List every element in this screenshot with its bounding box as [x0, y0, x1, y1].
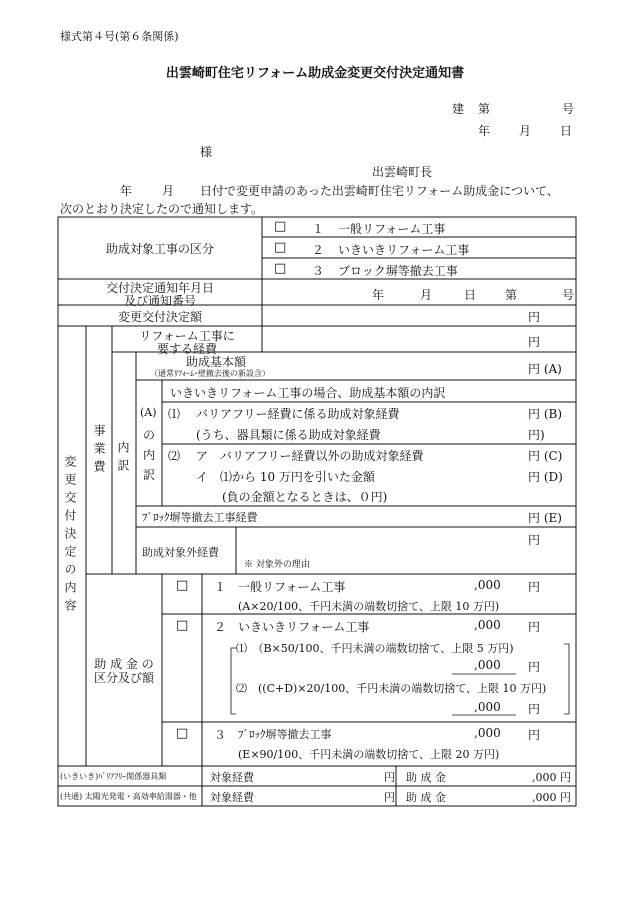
bottom-row1-grant: 助 成 金: [406, 771, 446, 784]
a-wake: 訳: [143, 468, 156, 482]
checkbox-block[interactable]: □: [274, 261, 287, 276]
grant-opt2-amount: ,000: [474, 618, 501, 632]
section1-item2-text: いきいきリフォーム工事: [338, 243, 470, 257]
ikiiki-row2-text: (うち、器具類に係る助成対象経費: [196, 428, 381, 442]
uchiwake-vertical-label: 内訳: [116, 441, 130, 477]
section1-label: 助成対象工事の区分: [105, 242, 214, 256]
notice-month: 月: [420, 288, 433, 302]
block-cost-unit: 円 (E): [528, 511, 562, 525]
ref-year: 年: [478, 124, 491, 138]
grant-opt2-sub1-amount: ,000: [474, 658, 501, 672]
grant-opt1-name: 一般リフォーム工事: [238, 580, 346, 594]
grant-label1: 助 成 金 の: [94, 657, 154, 671]
reform-cost-label2: 要する経費: [156, 342, 217, 356]
grant-opt3-num: ３: [214, 728, 227, 742]
jigyohi-vertical-label: 事業費: [92, 424, 106, 478]
grant-opt2-unit: 円: [528, 620, 541, 634]
grant-opt2-sub1-unit: 円: [528, 660, 541, 674]
grant-checkbox-general[interactable]: □: [176, 578, 189, 593]
checkbox-ikiiki[interactable]: □: [274, 240, 287, 255]
bottom-row1-unit: 円: [384, 771, 395, 784]
section1-item3-num: ３: [312, 264, 325, 278]
bottom-row1-target: 対象経費: [210, 771, 254, 784]
grant-opt2-num: ２: [214, 620, 227, 634]
grant-opt1-unit: 円: [528, 580, 541, 594]
grant-opt1-num: １: [214, 580, 227, 594]
bottom-row2-unit: 円: [384, 791, 395, 804]
ref-dai: 第: [478, 102, 491, 116]
bottom-row1-label: (いきいき)ﾊﾞﾘｱﾌﾘｰ関係器具類: [60, 772, 167, 781]
reform-cost-unit: 円: [528, 335, 541, 349]
a-label: (A): [140, 406, 157, 419]
notice-year: 年: [372, 288, 385, 302]
bottom-row2-label: (共通) 太陽光発電・高効率給湯器・他: [60, 792, 197, 801]
sender-name: 出雲崎町長: [372, 165, 433, 179]
notice-go: 号: [562, 288, 575, 302]
body-line2: 次のとおり決定したので通知します。: [60, 202, 264, 216]
excluded-reason: ※ 対象外の理由: [244, 560, 310, 570]
notice-dai: 第: [505, 288, 518, 302]
notice-day: 日: [464, 288, 477, 302]
notice-date-label1: 交付決定通知年月日: [105, 281, 214, 295]
a-no: の: [143, 428, 156, 442]
excluded-unit: 円: [528, 533, 541, 547]
base-amount-unit: 円 (A): [528, 362, 562, 376]
ref-month: 月: [519, 124, 532, 138]
section1-item3-text: ブロック塀等撤去工事: [338, 264, 458, 278]
grant-checkbox-ikiiki[interactable]: □: [176, 618, 189, 633]
grant-checkbox-block[interactable]: □: [176, 726, 189, 741]
document-title: 出雲崎町住宅リフォーム助成金変更交付決定通知書: [165, 66, 465, 81]
ikiiki-row1-text: バリアフリー経費に係る助成対象経費: [196, 407, 400, 421]
ikiiki-row1-mark: ⑴: [168, 407, 181, 421]
grant-opt3-amount: ,000: [474, 726, 501, 740]
grant-opt1-note: (A×20/100、千円未満の端数切捨て、上限 10 万円): [238, 600, 500, 613]
base-amount-label: 助成基本額: [186, 355, 247, 369]
section1-item1-text: 一般リフォーム工事: [338, 222, 446, 236]
a-nai: 内: [143, 448, 156, 462]
grant-opt2-name: いきいきリフォーム工事: [238, 620, 370, 634]
notice-date-label2: 及び通知番号: [123, 294, 196, 308]
grant-label2: 区分及び額: [93, 671, 154, 685]
checkbox-general[interactable]: □: [274, 219, 287, 234]
ikiiki-row3-unit: 円 (C): [528, 449, 563, 463]
bottom-row2-amount: ,000 円: [532, 791, 571, 804]
body-line1-rest: 日付で変更申請のあった出雲崎町住宅リフォーム助成金について、: [200, 184, 559, 198]
bottom-row2-grant: 助 成 金: [406, 791, 446, 804]
changed-amount-unit: 円: [528, 310, 541, 324]
grant-opt2-sub2: ⑵ ((C+D)×20/100、千円未満の端数切捨て、上限 10 万円): [236, 682, 547, 695]
body-month: 月: [162, 184, 175, 198]
ikiiki-row4-text: イ ⑴から 10 万円を引いた金額: [196, 470, 375, 484]
addressee-sama: 様: [200, 145, 213, 159]
bottom-row1-amount: ,000 円: [532, 771, 571, 784]
grant-opt2-sub2-amount: ,000: [474, 700, 501, 714]
reform-cost-label1: リフォーム工事に: [139, 329, 235, 343]
bottom-row2-target: 対象経費: [210, 791, 254, 804]
grant-opt3-unit: 円: [528, 728, 541, 742]
ref-ken: 建: [452, 102, 465, 116]
ikiiki-row3-text: ア バリアフリー経費以外の助成対象経費: [196, 449, 424, 463]
ikiiki-row2-unit: 円): [528, 428, 545, 442]
grant-opt2-sub1: ⑴ （B×50/100、千円未満の端数切捨て、上限 5 万円): [236, 642, 514, 655]
ref-day: 日: [560, 124, 573, 138]
ikiiki-header: いきいきリフォーム工事の場合、助成基本額の内訳: [170, 386, 446, 400]
grant-opt3-name: ﾌﾞﾛｯｸ塀等撤去工事: [238, 728, 332, 741]
grant-opt2-sub2-unit: 円: [528, 702, 541, 716]
form-number: 様式第４号(第６条関係): [60, 30, 179, 43]
base-amount-sub: （通常ﾘﾌｫｰﾑ･壁撤去後の新設含）: [150, 369, 270, 378]
changed-amount-label: 変更交付決定額: [117, 310, 202, 324]
ikiiki-row3-mark: ⑵: [168, 449, 181, 463]
body-year: 年: [120, 184, 133, 198]
block-cost-label: ﾌﾞﾛｯｸ塀等撤去工事経費: [142, 511, 258, 524]
grant-opt1-amount: ,000: [474, 578, 501, 592]
section1-item2-num: ２: [312, 243, 325, 257]
ikiiki-row5-text: (負の金額となるときは、０円): [222, 490, 388, 504]
ref-go: 号: [562, 102, 575, 116]
ikiiki-row1-unit: 円 (B): [528, 407, 562, 421]
change-decision-vertical-label: 変更交付決定の内容: [63, 455, 77, 617]
section1-item1-num: １: [312, 222, 325, 236]
excluded-label: 助成対象外経費: [142, 546, 219, 559]
grant-opt3-note: (E×90/100、千円未満の端数切捨て、上限 20 万円): [238, 748, 500, 761]
ikiiki-row4-unit: 円 (D): [528, 470, 563, 484]
